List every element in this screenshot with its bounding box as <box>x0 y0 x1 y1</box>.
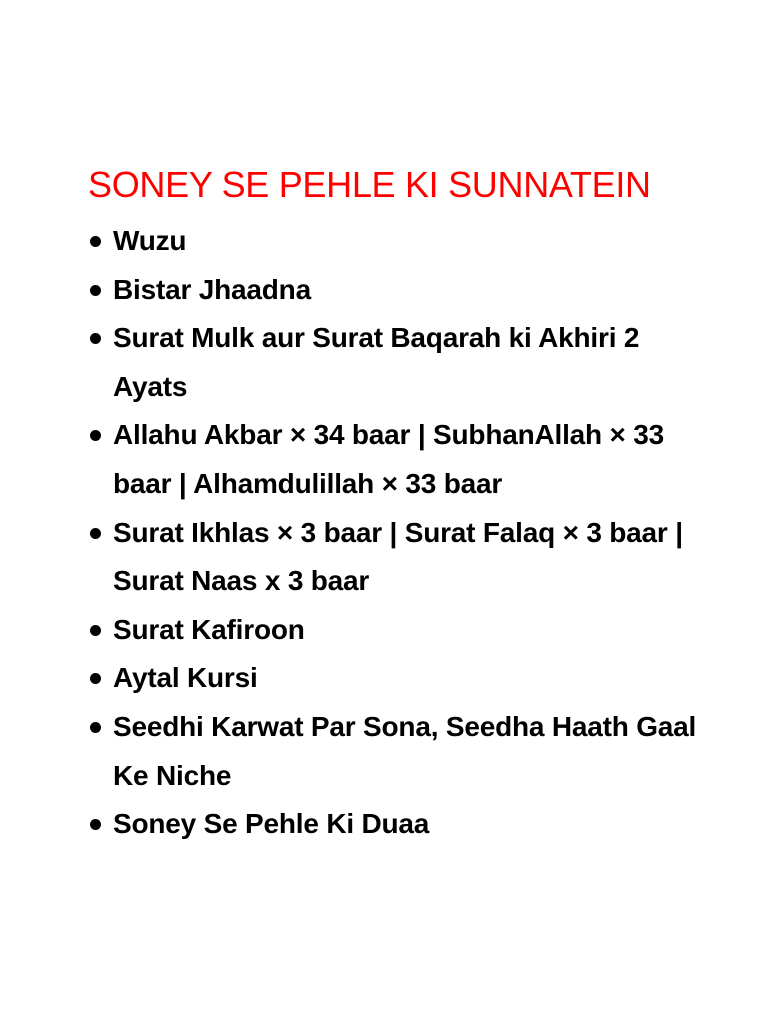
list-item-text: Surat Kafiroon <box>113 613 305 645</box>
bullet-icon <box>90 625 101 636</box>
list-item <box>88 654 708 703</box>
list-item-text: Seedhi Karwat Par Sona, Seedha Haath Gaal Ke Niche <box>113 710 697 791</box>
list-item <box>88 314 708 411</box>
list-item-text: Allahu Akbar × 34 baar | SubhanAllah × 33 baar | Alhamdulillah × 33 baar <box>113 419 665 499</box>
list-item <box>88 606 708 655</box>
bullet-icon <box>90 528 101 539</box>
bullet-icon <box>90 673 101 684</box>
sunnah-list <box>88 217 708 849</box>
list-item-text: Surat Ikhlas × 3 baar | Surat Falaq × 3 baar | Surat Naas x 3 baar <box>113 516 683 597</box>
bullet-icon <box>90 722 101 733</box>
bullet-icon <box>90 819 101 830</box>
list-item-text: Wuzu <box>113 225 187 256</box>
list-item <box>88 703 708 800</box>
list-item <box>88 800 708 849</box>
bullet-icon <box>90 236 101 247</box>
list-item-text: Aytal Kursi <box>113 662 258 694</box>
list-item <box>88 411 708 508</box>
list-item-text: Bistar Jhaadna <box>113 273 311 305</box>
page-title: SONEY SE PEHLE KI SUNNATEIN <box>88 164 651 205</box>
list-item-text: Soney Se Pehle Ki Duaa <box>113 808 430 840</box>
list-item <box>88 217 708 266</box>
bullet-icon <box>90 430 101 441</box>
bullet-icon <box>90 333 101 344</box>
list-item <box>88 509 708 606</box>
bullet-icon <box>90 285 101 296</box>
list-item-text: Surat Mulk aur Surat Baqarah ki Akhiri 2 Ayats <box>113 322 640 402</box>
list-item <box>88 266 708 315</box>
